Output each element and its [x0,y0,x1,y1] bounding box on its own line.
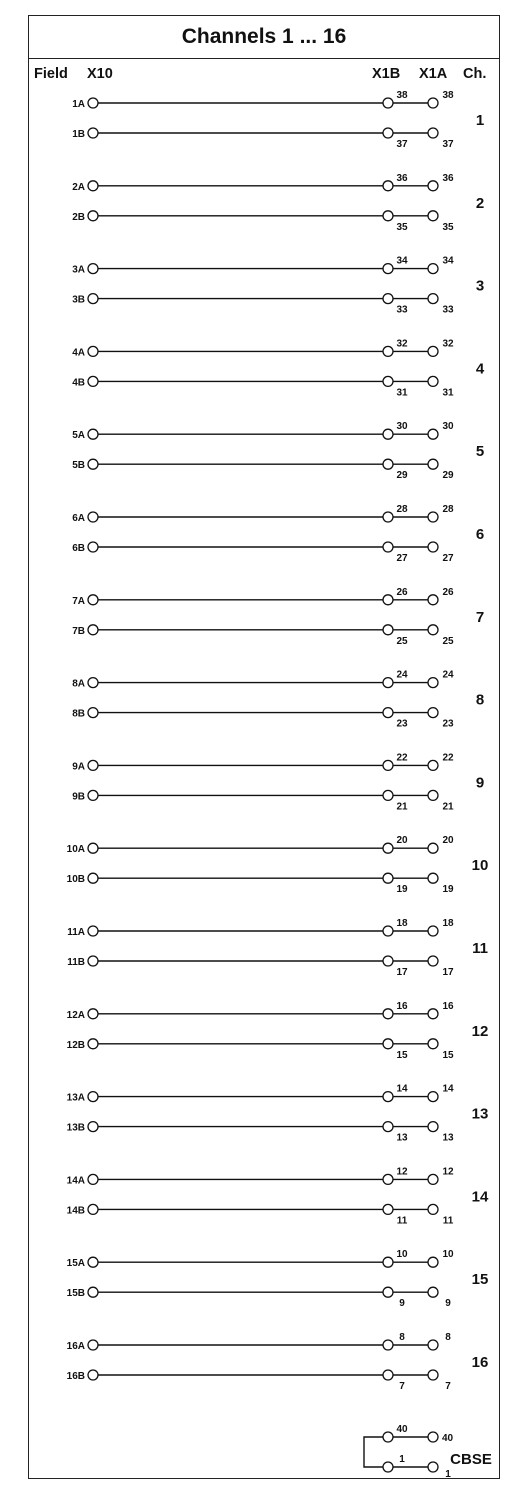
field-label-b: 2B [72,211,85,223]
x10-terminal [88,1204,98,1214]
x10-terminal [88,1370,98,1380]
pin-label-x1a-b: 13 [442,1132,454,1144]
x1a-terminal [428,1092,438,1102]
cbse-pin-top-x1b: 40 [396,1424,408,1435]
channel-number: 11 [472,940,488,957]
x10-terminal [88,1340,98,1350]
field-label-b: 8B [72,708,85,720]
x1a-terminal [428,128,438,138]
pin-label-x1a-b: 19 [442,884,454,896]
pin-label-x1b-a: 14 [396,1083,408,1095]
x1b-terminal [383,128,393,138]
x1a-terminal [428,429,438,439]
pin-label-x1b-b: 15 [396,1049,408,1061]
pin-label-x1a-a: 34 [442,255,454,267]
x1b-terminal [383,1174,393,1184]
pin-label-x1b-a: 18 [396,918,408,929]
x1a-terminal [428,264,438,274]
header-x1b: X1B [372,66,401,82]
x10-terminal [88,1287,98,1297]
pin-label-x1b-a: 30 [396,421,408,433]
x1b-terminal [383,542,393,552]
x1b-terminal [383,376,393,386]
field-label-a: 13A [66,1092,85,1104]
x1a-terminal [428,873,438,883]
header-x10: X10 [87,66,113,82]
x10-terminal [88,1257,98,1267]
pin-label-x1a-b: 23 [442,718,454,730]
channel-number: 7 [475,608,485,626]
pin-label-x1a-b: 11 [442,1215,454,1227]
pin-label-x1b-b: 11 [396,1215,408,1227]
x10-terminal [88,873,98,883]
field-label-b: 15B [66,1288,85,1300]
x1b-terminal [383,1257,393,1267]
field-label-b: 12B [66,1039,85,1051]
pin-label-x1a-b: 37 [442,139,454,150]
pin-label-x1b-b: 25 [396,635,408,647]
pin-label-x1b-a: 28 [396,504,408,515]
x1b-terminal [383,595,393,605]
x1b-terminal [383,294,393,304]
x1a-terminal [428,760,438,770]
pin-label-x1a-b: 21 [442,801,454,813]
channel-number: 5 [475,443,485,461]
pin-label-x1a-b: 35 [442,221,454,233]
x1a-terminal [428,625,438,635]
x1b-terminal [383,459,393,469]
field-label-b: 4B [72,377,85,389]
x1b-terminal [383,843,393,853]
field-label-b: 10B [66,874,85,886]
x10-terminal [88,595,98,605]
pin-label-x1a-a: 16 [442,1000,454,1012]
field-label-a: 6A [72,513,85,524]
field-label-a: 14A [66,1175,85,1187]
channel-number: 12 [471,1022,489,1040]
pin-label-x1a-a: 30 [442,421,454,433]
x1b-terminal [383,1204,393,1214]
x1b-terminal [383,264,393,274]
pin-label-x1a-b: 33 [442,304,454,316]
channel-number: 1 [475,112,485,129]
x1b-terminal [383,1370,393,1380]
pin-label-x1a-a: 18 [442,918,454,929]
pin-label-x1a-b: 31 [442,387,454,399]
x1a-terminal [428,1009,438,1019]
x1b-terminal [383,1039,393,1049]
x1b-terminal [383,873,393,883]
x10-terminal [88,956,98,966]
x1a-terminal [428,512,438,522]
x1b-terminal [383,625,393,635]
cbse-x1a-terminal [428,1462,438,1472]
x10-terminal [88,542,98,552]
pin-label-x1b-a: 16 [396,1000,408,1012]
x1b-terminal [383,346,393,356]
pin-label-x1a-a: 38 [442,90,454,101]
pin-label-x1a-b: 29 [442,470,454,482]
field-label-b: 6B [72,543,85,554]
x1a-terminal [428,843,438,853]
pin-label-x1b-b: 23 [396,718,408,730]
x10-terminal [88,790,98,800]
pin-label-x1a-a: 8 [445,1332,451,1343]
x10-terminal [88,181,98,191]
pin-label-x1b-a: 12 [396,1166,408,1178]
x10-terminal [88,1122,98,1132]
x10-terminal [88,926,98,936]
channel-number: 4 [475,360,485,378]
cbse-label: CBSE [450,1451,492,1468]
field-label-a: 8A [72,678,85,690]
pin-label-x1a-a: 36 [442,172,454,184]
pin-label-x1a-a: 24 [442,669,454,681]
channel-number: 6 [475,526,485,543]
field-label-a: 15A [66,1258,85,1270]
field-label-b: 3B [72,294,85,306]
pin-label-x1b-b: 17 [396,967,408,978]
x1a-terminal [428,294,438,304]
cbse-pin-bottom-x1b: 1 [399,1454,405,1465]
pin-label-x1b-b: 21 [396,801,408,813]
field-label-a: 9A [72,761,85,773]
x10-terminal [88,512,98,522]
diagram-title: Channels 1 ... 16 [181,25,347,48]
x10-terminal [88,708,98,718]
pin-label-x1b-a: 8 [399,1332,405,1343]
x1b-terminal [383,678,393,688]
pin-label-x1a-a: 14 [442,1083,454,1095]
field-label-b: 7B [72,625,85,637]
x10-terminal [88,625,98,635]
channel-number: 9 [475,774,485,792]
x10-terminal [88,760,98,770]
pin-label-x1b-b: 19 [396,884,408,896]
x10-terminal [88,1174,98,1184]
field-label-a: 11A [67,927,85,938]
x1a-terminal [428,376,438,386]
field-label-a: 2A [72,181,85,193]
pin-label-x1a-a: 26 [442,586,454,598]
pin-label-x1a-a: 20 [442,835,454,847]
field-label-a: 16A [66,1341,85,1352]
x10-terminal [88,843,98,853]
x1a-terminal [428,790,438,800]
field-label-a: 1A [72,99,85,110]
cbse-x1b-terminal [383,1462,393,1472]
x1b-terminal [383,760,393,770]
x1b-terminal [383,1340,393,1350]
x10-terminal [88,1009,98,1019]
pin-label-x1b-b: 27 [396,553,408,564]
x10-terminal [88,376,98,386]
x1b-terminal [383,708,393,718]
channel-number: 8 [475,691,485,709]
x1a-terminal [428,1257,438,1267]
field-label-b: 13B [66,1122,85,1134]
x1b-terminal [383,429,393,439]
x1b-terminal [383,956,393,966]
pin-label-x1a-a: 22 [442,752,454,764]
cbse-bracket [364,1437,383,1467]
x10-terminal [88,1039,98,1049]
pin-label-x1a-a: 32 [442,338,454,350]
pin-label-x1a-a: 28 [442,504,454,515]
cbse-pin-bottom-x1a: 1 [445,1469,451,1480]
pin-label-x1b-b: 29 [396,470,408,482]
x1a-terminal [428,459,438,469]
x1b-terminal [383,790,393,800]
field-label-b: 16B [66,1371,85,1382]
x1b-terminal [383,1122,393,1132]
pin-label-x1b-b: 35 [396,221,408,233]
x1a-terminal [428,181,438,191]
x1a-terminal [428,595,438,605]
x10-terminal [88,1092,98,1102]
x1b-terminal [383,512,393,522]
x10-terminal [88,429,98,439]
x10-terminal [88,294,98,304]
pin-label-x1b-b: 31 [396,387,408,399]
x1a-terminal [428,98,438,108]
channel-number: 13 [471,1105,489,1123]
x1b-terminal [383,1092,393,1102]
x10-terminal [88,678,98,688]
cbse-x1b-terminal [383,1432,393,1442]
field-label-b: 14B [66,1205,85,1217]
x1b-terminal [383,181,393,191]
channel-number: 14 [471,1188,489,1206]
x1b-terminal [383,98,393,108]
x1b-terminal [383,1287,393,1297]
pin-label-x1b-a: 20 [396,835,408,847]
x1a-terminal [428,346,438,356]
pin-label-x1a-b: 25 [442,635,454,647]
x1a-terminal [428,956,438,966]
x1a-terminal [428,678,438,688]
pin-label-x1b-a: 38 [396,90,408,101]
pin-label-x1b-a: 22 [396,752,408,764]
pin-label-x1b-b: 13 [396,1132,408,1144]
pin-label-x1b-a: 32 [396,338,408,350]
x10-terminal [88,459,98,469]
pin-label-x1a-b: 17 [442,967,454,978]
pin-label-x1a-b: 15 [442,1049,454,1061]
x1a-terminal [428,1039,438,1049]
header-ch: Ch. [463,66,487,82]
pin-label-x1b-a: 24 [396,669,408,681]
header-x1a: X1A [419,66,448,82]
field-label-a: 7A [72,595,85,607]
channel-number: 2 [475,194,485,212]
pin-label-x1b-a: 36 [396,172,408,184]
cbse-x1a-terminal [428,1432,438,1442]
header-field: Field [34,66,68,82]
x1a-terminal [428,1370,438,1380]
x1b-terminal [383,1009,393,1019]
x10-terminal [88,211,98,221]
pin-label-x1b-b: 9 [399,1298,405,1310]
x1a-terminal [428,1174,438,1184]
x10-terminal [88,128,98,138]
x1a-terminal [428,926,438,936]
pin-label-x1a-b: 27 [442,553,454,564]
x10-terminal [88,346,98,356]
field-label-a: 10A [66,844,85,856]
field-label-b: 1B [72,129,85,140]
x1a-terminal [428,1122,438,1132]
field-label-b: 9B [72,791,85,803]
pin-label-x1b-b: 33 [396,304,408,316]
pin-label-x1a-b: 9 [445,1298,451,1310]
pin-label-x1b-a: 26 [396,586,408,598]
cbse-pin-top-x1a: 40 [442,1433,454,1444]
field-label-a: 5A [72,430,85,442]
pin-label-x1a-b: 7 [445,1381,451,1392]
x1a-terminal [428,542,438,552]
field-label-a: 3A [72,264,85,276]
x1b-terminal [383,926,393,936]
channel-number: 16 [471,1354,489,1371]
x1a-terminal [428,211,438,221]
x10-terminal [88,98,98,108]
field-label-b: 11B [67,957,85,968]
x1a-terminal [428,708,438,718]
x1a-terminal [428,1340,438,1350]
pin-label-x1b-b: 7 [399,1381,405,1392]
field-label-a: 4A [72,347,85,359]
x10-terminal [88,264,98,274]
field-label-a: 12A [66,1009,85,1021]
pin-label-x1b-b: 37 [396,139,408,150]
channel-number: 10 [471,857,489,875]
pin-label-x1a-a: 12 [442,1166,454,1178]
x1b-terminal [383,211,393,221]
pin-label-x1a-a: 10 [442,1249,454,1261]
pin-label-x1b-a: 10 [396,1249,408,1261]
channel-number: 3 [475,277,485,295]
channel-number: 15 [471,1271,489,1289]
pin-label-x1b-a: 34 [396,255,408,267]
x1a-terminal [428,1204,438,1214]
field-label-b: 5B [72,460,85,472]
x1a-terminal [428,1287,438,1297]
